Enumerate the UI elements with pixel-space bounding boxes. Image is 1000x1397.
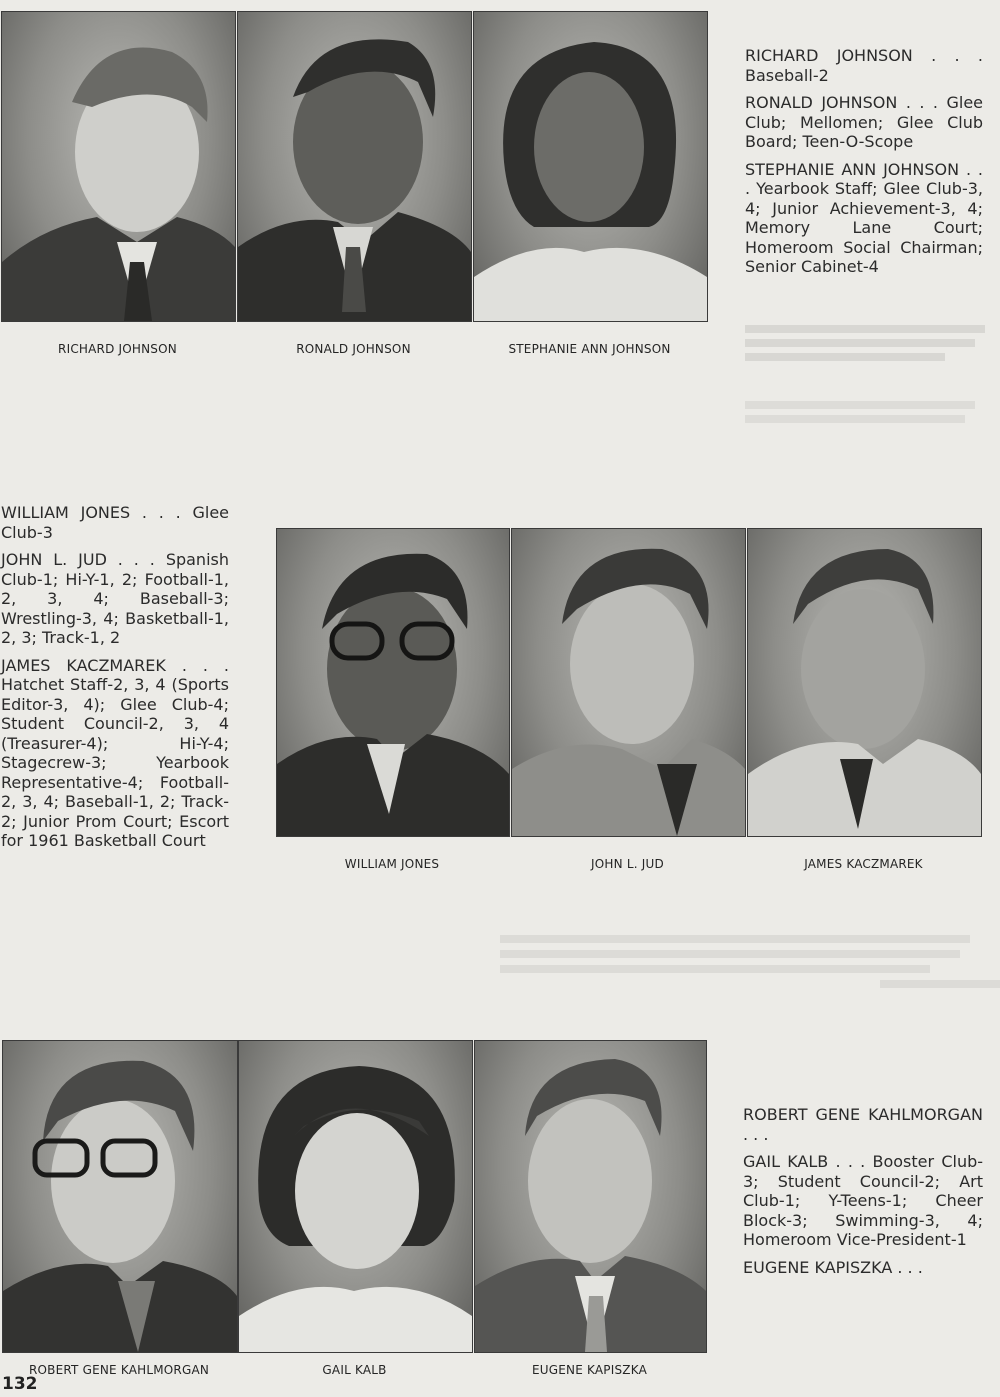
bio-eugene-kapiszka xyxy=(743,1258,983,1278)
bio-richard-johnson xyxy=(745,46,983,85)
bio-column-row-1 xyxy=(745,46,983,285)
bio-name: JAMES KACZMAREK . . . xyxy=(1,655,229,675)
portrait-gail-kalb xyxy=(238,1040,473,1353)
bio-name: GAIL KALB . . . xyxy=(743,1152,866,1171)
bio-william-jones xyxy=(1,503,229,542)
bio-activities: Hatchet Staff-2, 3, 4 (Sports Editor-3, 4); Glee Club-4; Student Council-2, 3, 4 (Treasurer-4); Hi-Y-4; Stagecrew-3; Yearbook Representative-4; Football-2, 3, 4; Baseball-1, 2; Track-2; Junior Prom Court; Escort for 1961 Basketball Court xyxy=(1,675,229,850)
caption-gail-kalb: GAIL KALB xyxy=(322,1363,387,1377)
bio-name: RICHARD JOHNSON . . . xyxy=(745,46,983,65)
caption-john-l-jud: JOHN L. JUD xyxy=(591,857,664,871)
bio-ronald-johnson xyxy=(745,93,983,152)
bio-activities: Glee Club; Mellomen; Glee Club Board; Teen-O-Scope xyxy=(745,93,983,151)
bleed-through-text xyxy=(745,325,995,429)
portrait-stephanie-ann-johnson xyxy=(473,11,708,322)
caption-eugene-kapiszka: EUGENE KAPISZKA xyxy=(532,1363,647,1377)
portrait-william-jones xyxy=(276,528,510,837)
caption-ronald-johnson: RONALD JOHNSON xyxy=(296,342,411,356)
caption-richard-johnson: RICHARD JOHNSON xyxy=(58,342,177,356)
bio-name: EUGENE KAPISZKA . . . xyxy=(743,1257,923,1277)
bio-james-kaczmarek xyxy=(1,656,229,851)
bio-name: STEPHANIE ANN JOHNSON . . . xyxy=(745,159,983,198)
portrait-eugene-kapiszka xyxy=(474,1040,707,1353)
portrait-robert-gene-kahlmorgan xyxy=(2,1040,238,1353)
bio-gail-kalb xyxy=(743,1152,983,1250)
bio-name: RONALD JOHNSON . . . xyxy=(745,93,938,112)
caption-william-jones: WILLIAM JONES xyxy=(344,857,440,871)
portrait-richard-johnson xyxy=(1,11,236,322)
bio-activities: Baseball-2 xyxy=(745,65,829,85)
caption-robert-gene-kahlmorgan: ROBERT GENE KAHLMORGAN xyxy=(28,1363,210,1377)
bio-activities: Glee Club-3 xyxy=(1,503,229,542)
bio-john-l-jud xyxy=(1,550,229,648)
bio-activities: Yearbook Staff; Glee Club-3, 4; Junior Achievement-3, 4; Memory Lane Court; Homeroom Social Chairman; Senior Cabinet-4 xyxy=(745,179,984,276)
portrait-john-l-jud xyxy=(511,528,746,837)
bio-name: ROBERT GENE KAHLMORGAN . . . xyxy=(743,1105,983,1144)
bio-name: JOHN L. JUD . . . xyxy=(1,550,155,569)
caption-james-kaczmarek: JAMES KACZMAREK xyxy=(804,857,923,871)
caption-stephanie-ann-johnson: STEPHANIE ANN JOHNSON xyxy=(508,342,671,356)
portrait-james-kaczmarek xyxy=(747,528,982,837)
bio-column-row-2 xyxy=(1,503,229,859)
page-number: 132 xyxy=(2,1374,38,1394)
bio-activities: Spanish Club-1; Hi-Y-1, 2; Football-1, 2, 3, 4; Baseball-3; Wrestling-3, 4; Basketball-1, 2, 3; Track-1, 2 xyxy=(1,550,229,647)
bio-stephanie-ann-johnson xyxy=(745,160,983,277)
bio-activities: Booster Club-3; Student Council-2; Art Club-1; Y-Teens-1; Cheer Block-3; Swimming-3, 4; Homeroom Vice-President-1 xyxy=(743,1152,984,1249)
bio-name: WILLIAM JONES . . . xyxy=(1,503,181,522)
bleed-through-text-2 xyxy=(500,935,980,995)
portrait-ronald-johnson xyxy=(237,11,472,322)
bio-column-row-3 xyxy=(743,1105,983,1285)
bio-robert-gene-kahlmorgan xyxy=(743,1105,983,1144)
